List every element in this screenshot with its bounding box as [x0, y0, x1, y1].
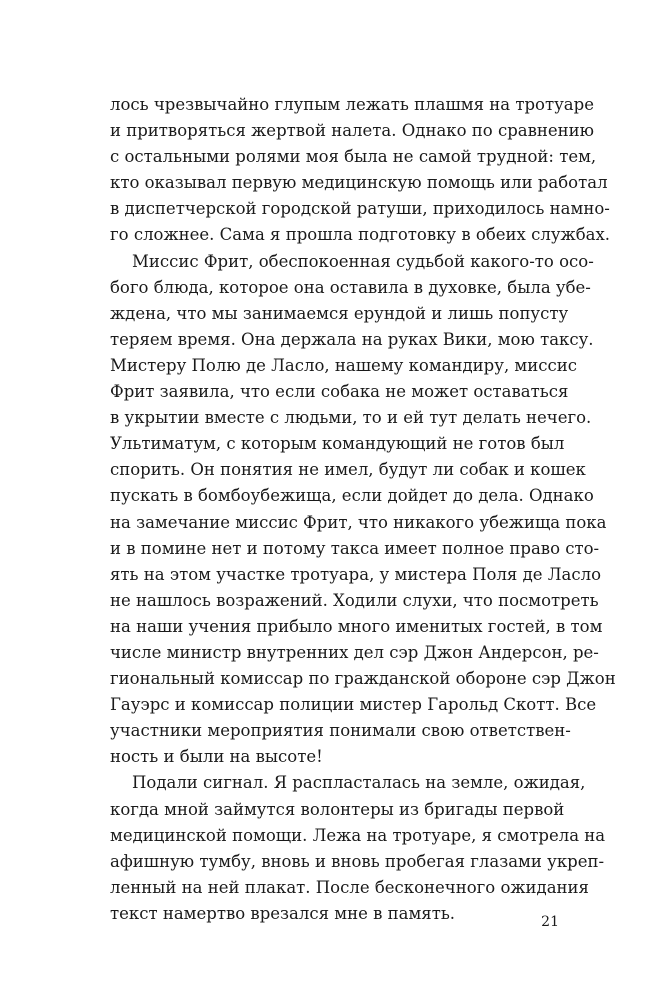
text-line-paragraph-end: го сложнее. Сама я прошла подготовку в обеих службах. — [110, 225, 611, 245]
text-line-paragraph-end: текст намертво врезался мне в память. — [110, 903, 456, 923]
text-line: гиональный комиссар по гражданской обороне сэр Джон — [110, 669, 616, 689]
body-text — [110, 92, 616, 927]
text-line-paragraph-end: ность и были на высоте! — [110, 747, 323, 767]
text-line: в укрытии вместе с людьми, то и ей тут делать нечего. — [110, 408, 592, 428]
text-line: Ультиматум, с которым командующий не готов был — [110, 434, 565, 454]
text-line: на замечание миссис Фрит, что никакого убежища пока — [110, 512, 607, 532]
text-line: в диспетчерской городской ратуши, приходилось намно- — [110, 199, 610, 219]
text-line: кто оказывал первую медицинскую помощь или работал — [110, 173, 608, 193]
text-line: афишную тумбу, вновь и вновь пробегая глазами укреп- — [110, 851, 605, 871]
text-line: участники мероприятия понимали свою ответствен- — [110, 721, 571, 741]
text-line: Фрит заявила, что если собака не может оставаться — [110, 382, 569, 402]
text-line-paragraph-start: Миссис Фрит, обеспокоенная судьбой какого-то осо- — [132, 251, 594, 271]
text-line: бого блюда, которое она оставила в духовке, была убе- — [110, 277, 591, 297]
text-line: спорить. Он понятия не имел, будут ли собак и кошек — [110, 460, 586, 480]
text-line: лось чрезвычайно глупым лежать плашмя на тротуаре — [110, 95, 594, 114]
text-line: медицинской помощи. Лежа на тротуаре, я смотрела на — [110, 825, 606, 845]
text-line: и притворяться жертвой налета. Однако по сравнению — [110, 121, 595, 141]
page-number: 21 — [541, 914, 559, 930]
text-line: на наши учения прибыло много именитых гостей, в том — [110, 616, 603, 636]
text-line: пускать в бомбоубежища, если дойдет до дела. Однако — [110, 486, 594, 506]
text-line: когда мной займутся волонтеры из бригады первой — [110, 799, 565, 819]
text-line: не нашлось возражений. Ходили слухи, что посмотреть — [110, 590, 599, 610]
text-line: ять на этом участке тротуара, у мистера Поля де Ласло — [110, 564, 602, 584]
text-line: теряем время. Она держала на руках Вики, мою таксу. — [110, 329, 594, 349]
text-line: ждена, что мы занимаемся ерундой и лишь попусту — [110, 303, 569, 323]
text-line: ленный на ней плакат. После бесконечного ожидания — [110, 877, 589, 897]
text-line: Мистеру Полю де Ласло, нашему командиру, миссис — [110, 355, 577, 375]
text-line: числе министр внутренних дел сэр Джон Андерсон, ре- — [110, 642, 599, 662]
text-line: и в помине нет и потому такса имеет полное право сто- — [110, 538, 600, 558]
text-line: Гауэрс и комиссар полиции мистер Гарольд Скотт. Все — [110, 695, 597, 715]
text-line: с остальными ролями моя была не самой трудной: тем, — [110, 147, 597, 167]
text-line-paragraph-start: Подали сигнал. Я распласталась на земле, ожидая, — [132, 773, 586, 793]
